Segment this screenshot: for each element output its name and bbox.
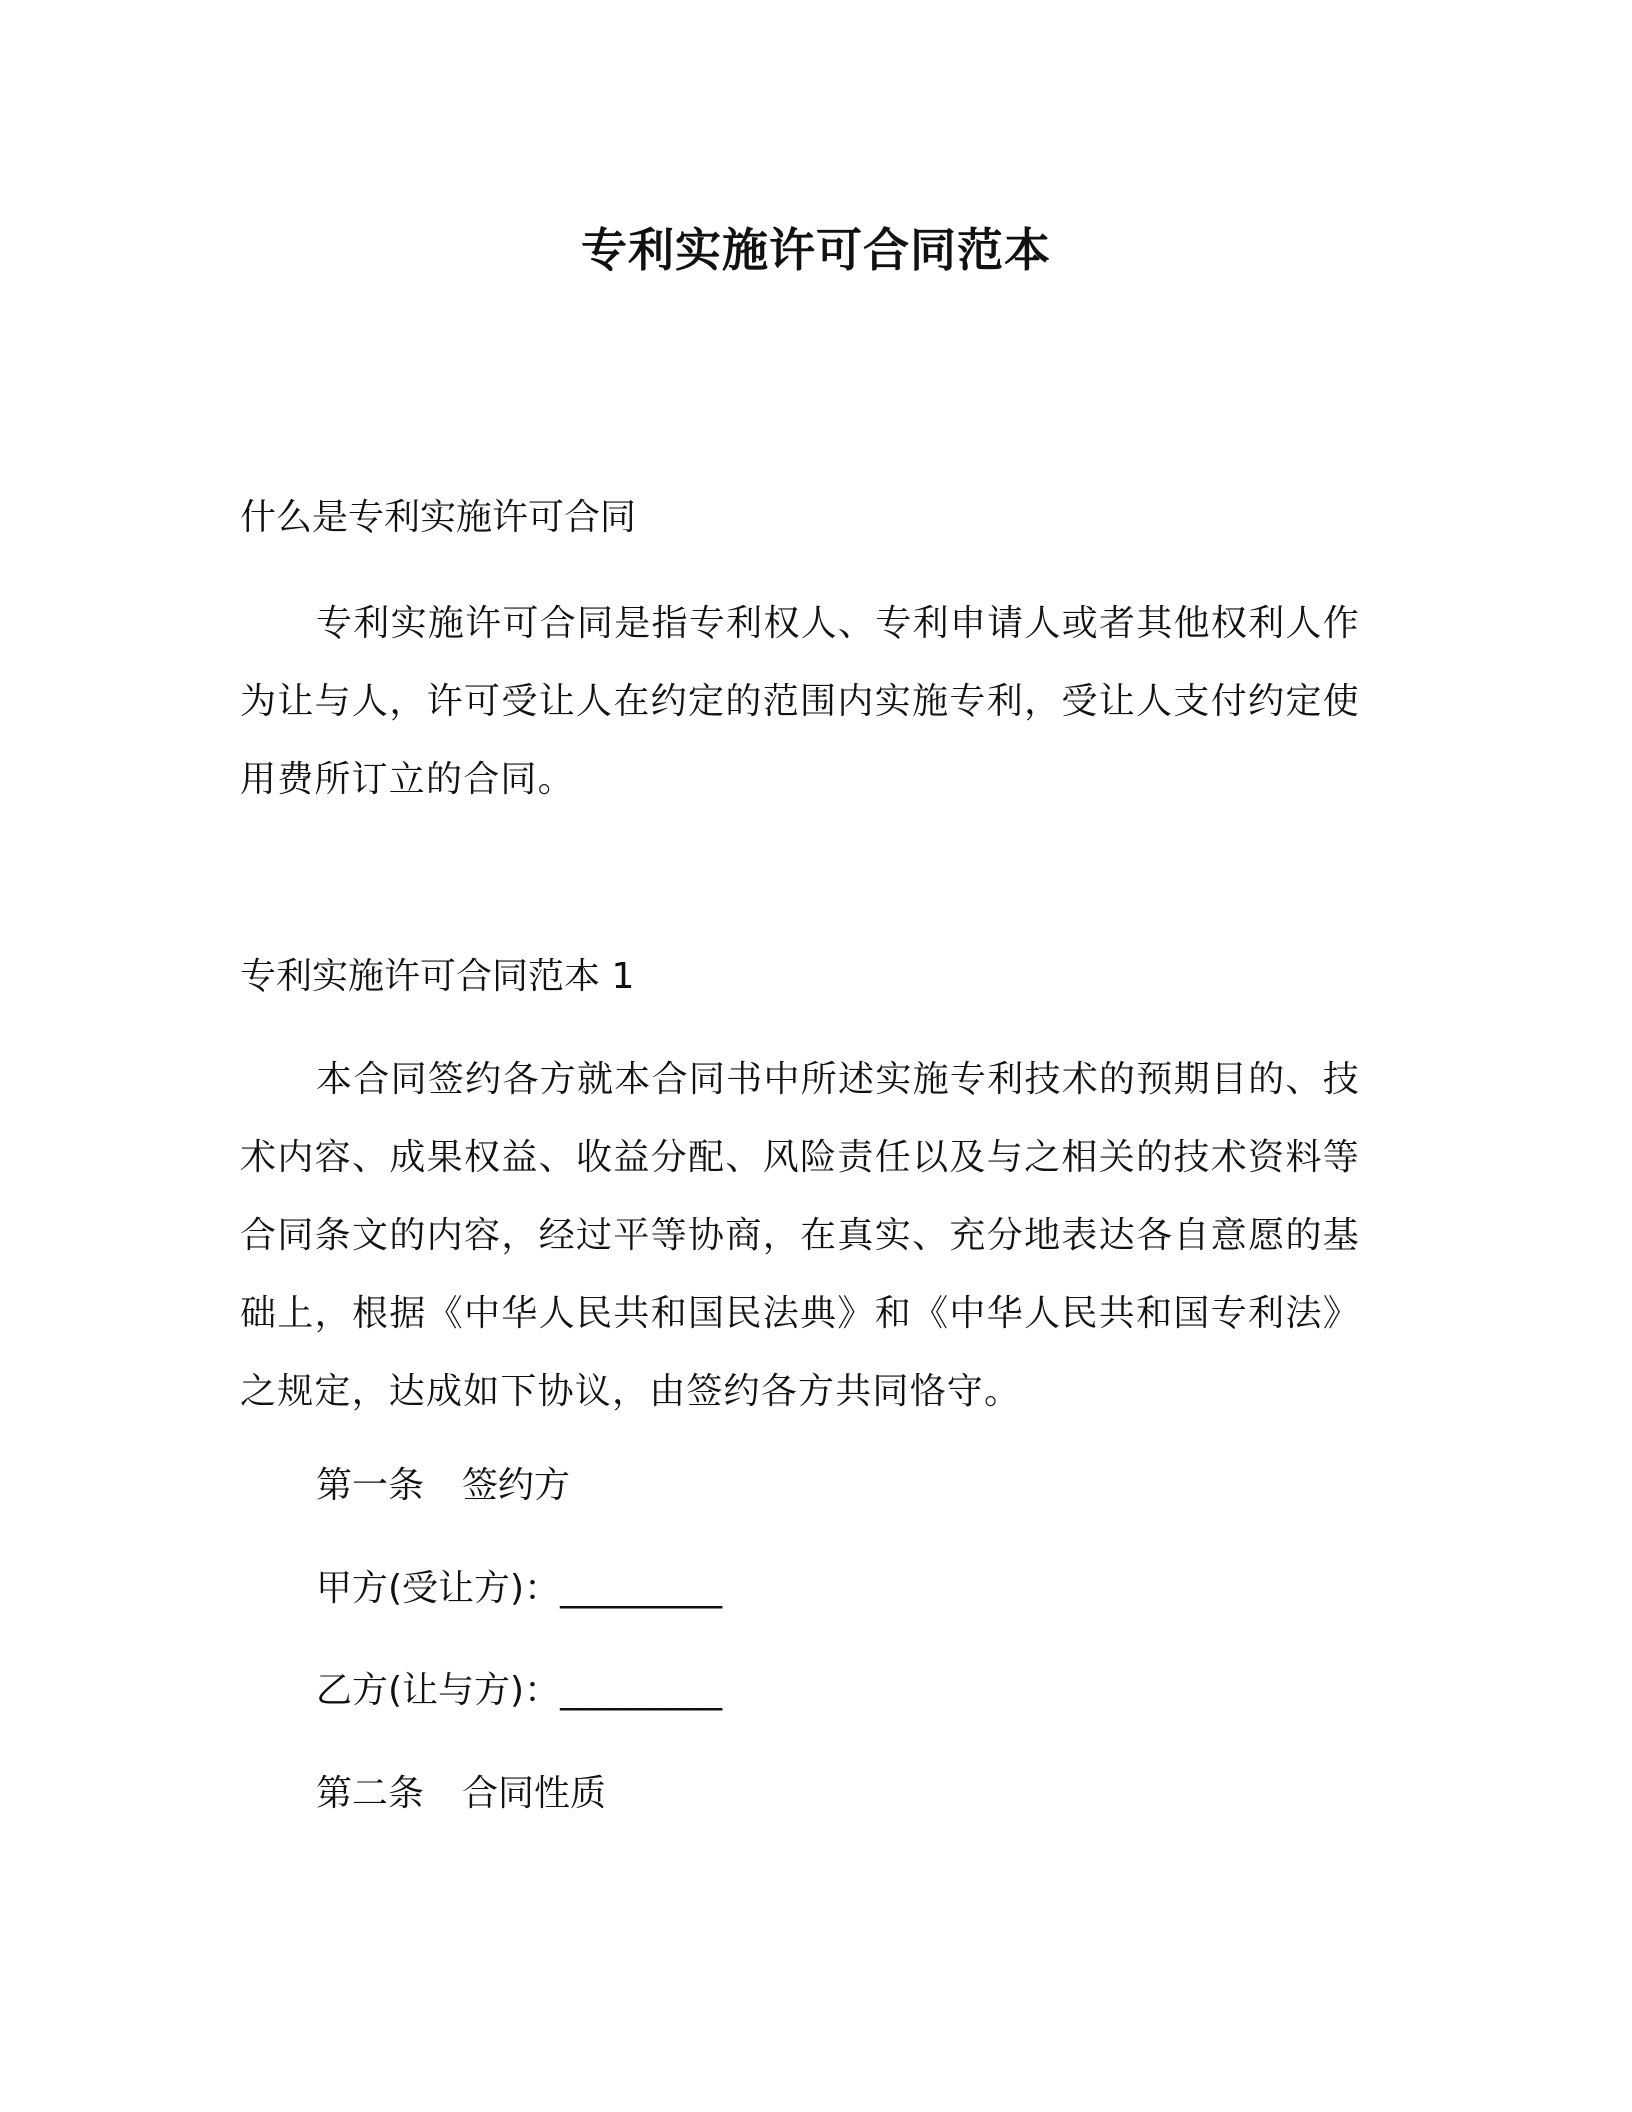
article-1-title: 签约方 xyxy=(462,1465,571,1506)
party-b-line: 乙方(让与方)：_________ xyxy=(316,1670,723,1711)
preamble-paragraph: 本合同签约各方就本合同书中所述实施专利技术的预期目的、技术内容、成果权益、收益分配、风险责任以及与之相关的技术资料等合同条文的内容，经过平等协商，在真实、充分地表达各自意愿的基础上，根据《中华人民共和国民法典》和《中华人民共和国专利法》之规定，达成如下协议，由签约各方共同恪守。 xyxy=(240,1059,1360,1412)
article-1-heading xyxy=(316,1462,570,1510)
definition-paragraph: 专利实施许可合同是指专利权人、专利申请人或者其他权利人作为让与人，许可受让人在约定的范围内实施专利，受让人支付约定使用费所订立的合同。 xyxy=(240,603,1360,800)
article-2-heading xyxy=(316,1770,606,1818)
party-a-line: 甲方(受让方)：_________ xyxy=(316,1568,723,1609)
section-heading-template-1: 专利实施许可合同范本 1 xyxy=(240,956,635,997)
article-2-title: 合同性质 xyxy=(462,1773,607,1814)
article-2-number: 第二条 xyxy=(316,1773,425,1814)
document-title: 专利实施许可合同范本 xyxy=(581,223,1051,277)
section-heading-definition: 什么是专利实施许可合同 xyxy=(240,497,637,538)
article-1-number: 第一条 xyxy=(316,1465,425,1506)
